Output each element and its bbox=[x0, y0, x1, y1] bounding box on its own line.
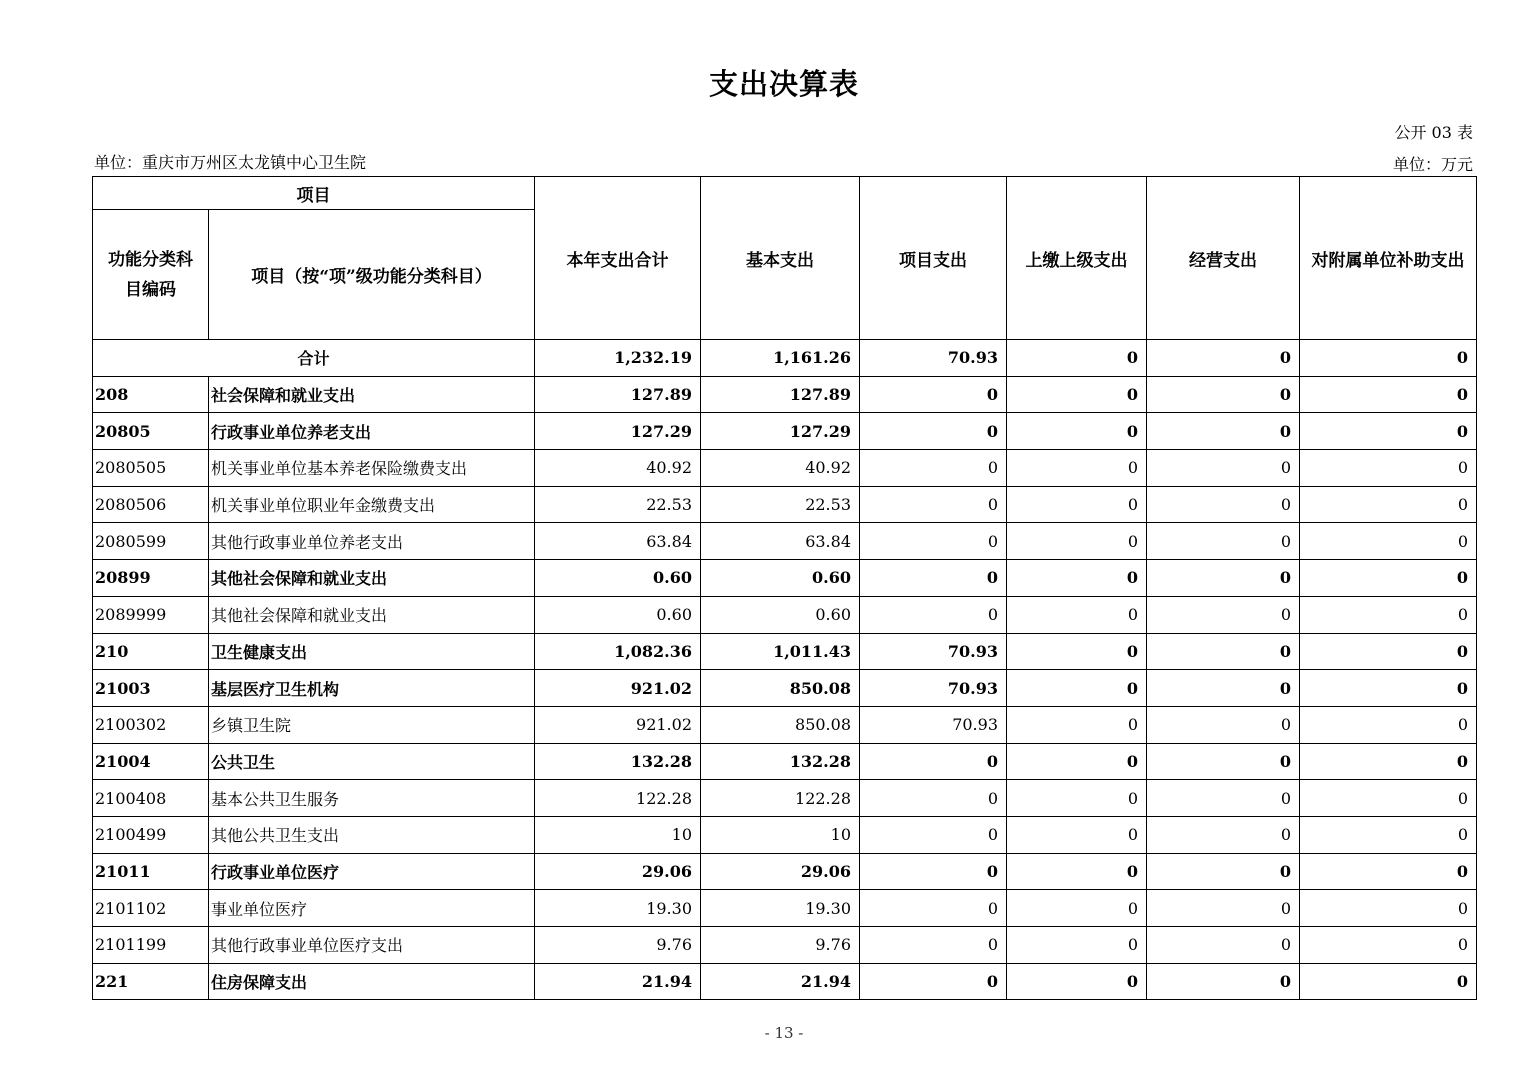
cell-business: 0 bbox=[1147, 523, 1300, 560]
table-row bbox=[93, 486, 1477, 523]
cell-business: 0 bbox=[1147, 963, 1300, 1000]
cell-basic: 0.60 bbox=[701, 596, 860, 633]
cell-code: 208 bbox=[93, 376, 209, 413]
header-code: 功能分类科目编码 bbox=[93, 210, 209, 340]
cell-code: 2080599 bbox=[93, 523, 209, 560]
cell-name: 卫生健康支出 bbox=[209, 633, 535, 670]
unit-currency: 单位：万元 bbox=[1392, 155, 1473, 174]
cell-total: 1,082.36 bbox=[535, 633, 701, 670]
cell-subsidy: 0 bbox=[1300, 523, 1477, 560]
cell-upper: 0 bbox=[1007, 963, 1147, 1000]
header-basic: 基本支出 bbox=[701, 177, 860, 340]
cell-project: 0 bbox=[860, 596, 1007, 633]
cell-code: 2100408 bbox=[93, 780, 209, 817]
cell-name: 行政事业单位养老支出 bbox=[209, 413, 535, 450]
cell-subsidy: 0 bbox=[1300, 890, 1477, 927]
cell-project: 0 bbox=[860, 413, 1007, 450]
table-row bbox=[93, 450, 1477, 487]
cell-total: 0.60 bbox=[535, 596, 701, 633]
cell-project: 70.93 bbox=[860, 633, 1007, 670]
cell-total: 127.89 bbox=[535, 376, 701, 413]
cell-project: 70.93 bbox=[860, 706, 1007, 743]
cell-upper: 0 bbox=[1007, 596, 1147, 633]
header-subsidy: 对附属单位补助支出 bbox=[1300, 177, 1477, 340]
header-upper: 上缴上级支出 bbox=[1007, 177, 1147, 340]
cell-business: 0 bbox=[1147, 743, 1300, 780]
cell-basic: 0.60 bbox=[701, 560, 860, 597]
cell-subsidy: 0 bbox=[1300, 743, 1477, 780]
cell-code: 221 bbox=[93, 963, 209, 1000]
cell-subsidy: 0 bbox=[1300, 670, 1477, 707]
cell-subsidy: 0 bbox=[1300, 560, 1477, 597]
cell-name: 机关事业单位基本养老保险缴费支出 bbox=[209, 450, 535, 487]
table-row bbox=[93, 560, 1477, 597]
cell-subsidy: 0 bbox=[1300, 780, 1477, 817]
page-title: 支出决算表 bbox=[708, 67, 859, 101]
cell-upper: 0 bbox=[1007, 890, 1147, 927]
table-row bbox=[93, 816, 1477, 853]
cell-business: 0 bbox=[1147, 853, 1300, 890]
total-label: 合计 bbox=[93, 340, 535, 377]
cell-upper: 0 bbox=[1007, 706, 1147, 743]
total-cell-business: 0 bbox=[1147, 340, 1300, 377]
cell-upper: 0 bbox=[1007, 413, 1147, 450]
cell-code: 21003 bbox=[93, 670, 209, 707]
cell-total: 63.84 bbox=[535, 523, 701, 560]
table-row bbox=[93, 706, 1477, 743]
header-name: 项目（按“项”级功能分类科目） bbox=[209, 210, 535, 340]
total-cell-basic: 1,161.26 bbox=[701, 340, 860, 377]
cell-subsidy: 0 bbox=[1300, 450, 1477, 487]
table-row bbox=[93, 927, 1477, 964]
cell-name: 其他社会保障和就业支出 bbox=[209, 560, 535, 597]
header-project: 项目支出 bbox=[860, 177, 1007, 340]
cell-code: 2100302 bbox=[93, 706, 209, 743]
table-header bbox=[93, 177, 1477, 340]
cell-total: 40.92 bbox=[535, 450, 701, 487]
cell-upper: 0 bbox=[1007, 670, 1147, 707]
table-row bbox=[93, 780, 1477, 817]
form-number: 公开 03 表 bbox=[1394, 123, 1473, 142]
cell-upper: 0 bbox=[1007, 927, 1147, 964]
cell-total: 921.02 bbox=[535, 706, 701, 743]
cell-basic: 1,011.43 bbox=[701, 633, 860, 670]
table-row bbox=[93, 890, 1477, 927]
cell-total: 22.53 bbox=[535, 486, 701, 523]
cell-project: 0 bbox=[860, 376, 1007, 413]
cell-project: 0 bbox=[860, 780, 1007, 817]
cell-name: 其他公共卫生支出 bbox=[209, 816, 535, 853]
cell-subsidy: 0 bbox=[1300, 706, 1477, 743]
cell-business: 0 bbox=[1147, 633, 1300, 670]
total-cell-upper: 0 bbox=[1007, 340, 1147, 377]
cell-total: 132.28 bbox=[535, 743, 701, 780]
cell-basic: 21.94 bbox=[701, 963, 860, 1000]
cell-name: 其他行政事业单位养老支出 bbox=[209, 523, 535, 560]
cell-business: 0 bbox=[1147, 816, 1300, 853]
cell-code: 2080505 bbox=[93, 450, 209, 487]
total-cell-project: 70.93 bbox=[860, 340, 1007, 377]
cell-project: 0 bbox=[860, 963, 1007, 1000]
cell-code: 2080506 bbox=[93, 486, 209, 523]
table-row bbox=[93, 376, 1477, 413]
cell-upper: 0 bbox=[1007, 816, 1147, 853]
cell-total: 9.76 bbox=[535, 927, 701, 964]
cell-business: 0 bbox=[1147, 413, 1300, 450]
table-row bbox=[93, 523, 1477, 560]
cell-name: 其他社会保障和就业支出 bbox=[209, 596, 535, 633]
cell-basic: 22.53 bbox=[701, 486, 860, 523]
total-cell-subsidy: 0 bbox=[1300, 340, 1477, 377]
cell-business: 0 bbox=[1147, 486, 1300, 523]
cell-code: 21011 bbox=[93, 853, 209, 890]
cell-upper: 0 bbox=[1007, 523, 1147, 560]
unit-organization: 单位：重庆市万州区太龙镇中心卫生院 bbox=[94, 153, 367, 172]
cell-project: 0 bbox=[860, 523, 1007, 560]
cell-code: 2101199 bbox=[93, 927, 209, 964]
cell-project: 0 bbox=[860, 927, 1007, 964]
header-business: 经营支出 bbox=[1147, 177, 1300, 340]
cell-total: 19.30 bbox=[535, 890, 701, 927]
cell-name: 其他行政事业单位医疗支出 bbox=[209, 927, 535, 964]
cell-name: 乡镇卫生院 bbox=[209, 706, 535, 743]
cell-business: 0 bbox=[1147, 560, 1300, 597]
cell-project: 0 bbox=[860, 743, 1007, 780]
cell-basic: 9.76 bbox=[701, 927, 860, 964]
cell-upper: 0 bbox=[1007, 376, 1147, 413]
cell-total: 127.29 bbox=[535, 413, 701, 450]
cell-business: 0 bbox=[1147, 890, 1300, 927]
total-cell-total: 1,232.19 bbox=[535, 340, 701, 377]
cell-subsidy: 0 bbox=[1300, 376, 1477, 413]
header-total: 本年支出合计 bbox=[535, 177, 701, 340]
cell-project: 0 bbox=[860, 890, 1007, 927]
cell-subsidy: 0 bbox=[1300, 853, 1477, 890]
cell-subsidy: 0 bbox=[1300, 816, 1477, 853]
cell-basic: 127.29 bbox=[701, 413, 860, 450]
table-row bbox=[93, 596, 1477, 633]
cell-name: 基本公共卫生服务 bbox=[209, 780, 535, 817]
cell-business: 0 bbox=[1147, 780, 1300, 817]
cell-code: 20805 bbox=[93, 413, 209, 450]
cell-project: 0 bbox=[860, 560, 1007, 597]
cell-name: 公共卫生 bbox=[209, 743, 535, 780]
cell-code: 210 bbox=[93, 633, 209, 670]
cell-basic: 29.06 bbox=[701, 853, 860, 890]
cell-subsidy: 0 bbox=[1300, 413, 1477, 450]
cell-business: 0 bbox=[1147, 376, 1300, 413]
cell-business: 0 bbox=[1147, 706, 1300, 743]
cell-business: 0 bbox=[1147, 927, 1300, 964]
cell-total: 921.02 bbox=[535, 670, 701, 707]
cell-project: 0 bbox=[860, 816, 1007, 853]
page-number: - 13 - bbox=[764, 1024, 804, 1042]
cell-code: 2100499 bbox=[93, 816, 209, 853]
cell-upper: 0 bbox=[1007, 633, 1147, 670]
cell-business: 0 bbox=[1147, 450, 1300, 487]
cell-name: 基层医疗卫生机构 bbox=[209, 670, 535, 707]
cell-subsidy: 0 bbox=[1300, 596, 1477, 633]
table-body bbox=[93, 340, 1477, 1000]
table-row bbox=[93, 853, 1477, 890]
table-row bbox=[93, 963, 1477, 1000]
cell-name: 行政事业单位医疗 bbox=[209, 853, 535, 890]
cell-upper: 0 bbox=[1007, 560, 1147, 597]
cell-basic: 850.08 bbox=[701, 670, 860, 707]
cell-basic: 127.89 bbox=[701, 376, 860, 413]
cell-total: 29.06 bbox=[535, 853, 701, 890]
header-item: 项目 bbox=[93, 177, 535, 210]
cell-total: 0.60 bbox=[535, 560, 701, 597]
cell-basic: 132.28 bbox=[701, 743, 860, 780]
table-row bbox=[93, 413, 1477, 450]
cell-subsidy: 0 bbox=[1300, 927, 1477, 964]
cell-subsidy: 0 bbox=[1300, 963, 1477, 1000]
cell-total: 21.94 bbox=[535, 963, 701, 1000]
table-row bbox=[93, 743, 1477, 780]
cell-code: 2089999 bbox=[93, 596, 209, 633]
cell-basic: 63.84 bbox=[701, 523, 860, 560]
cell-upper: 0 bbox=[1007, 486, 1147, 523]
cell-code: 2101102 bbox=[93, 890, 209, 927]
cell-code: 20899 bbox=[93, 560, 209, 597]
cell-total: 10 bbox=[535, 816, 701, 853]
cell-name: 住房保障支出 bbox=[209, 963, 535, 1000]
cell-basic: 40.92 bbox=[701, 450, 860, 487]
cell-total: 122.28 bbox=[535, 780, 701, 817]
cell-project: 0 bbox=[860, 450, 1007, 487]
cell-upper: 0 bbox=[1007, 853, 1147, 890]
cell-basic: 850.08 bbox=[701, 706, 860, 743]
cell-basic: 10 bbox=[701, 816, 860, 853]
cell-business: 0 bbox=[1147, 670, 1300, 707]
cell-upper: 0 bbox=[1007, 743, 1147, 780]
expenditure-table bbox=[92, 176, 1477, 1000]
cell-basic: 122.28 bbox=[701, 780, 860, 817]
table-row bbox=[93, 670, 1477, 707]
cell-upper: 0 bbox=[1007, 780, 1147, 817]
cell-project: 70.93 bbox=[860, 670, 1007, 707]
cell-name: 社会保障和就业支出 bbox=[209, 376, 535, 413]
cell-upper: 0 bbox=[1007, 450, 1147, 487]
cell-subsidy: 0 bbox=[1300, 633, 1477, 670]
cell-code: 21004 bbox=[93, 743, 209, 780]
cell-project: 0 bbox=[860, 853, 1007, 890]
cell-name: 机关事业单位职业年金缴费支出 bbox=[209, 486, 535, 523]
table-row bbox=[93, 633, 1477, 670]
cell-business: 0 bbox=[1147, 596, 1300, 633]
cell-basic: 19.30 bbox=[701, 890, 860, 927]
total-row bbox=[93, 340, 1477, 377]
cell-project: 0 bbox=[860, 486, 1007, 523]
cell-name: 事业单位医疗 bbox=[209, 890, 535, 927]
cell-subsidy: 0 bbox=[1300, 486, 1477, 523]
